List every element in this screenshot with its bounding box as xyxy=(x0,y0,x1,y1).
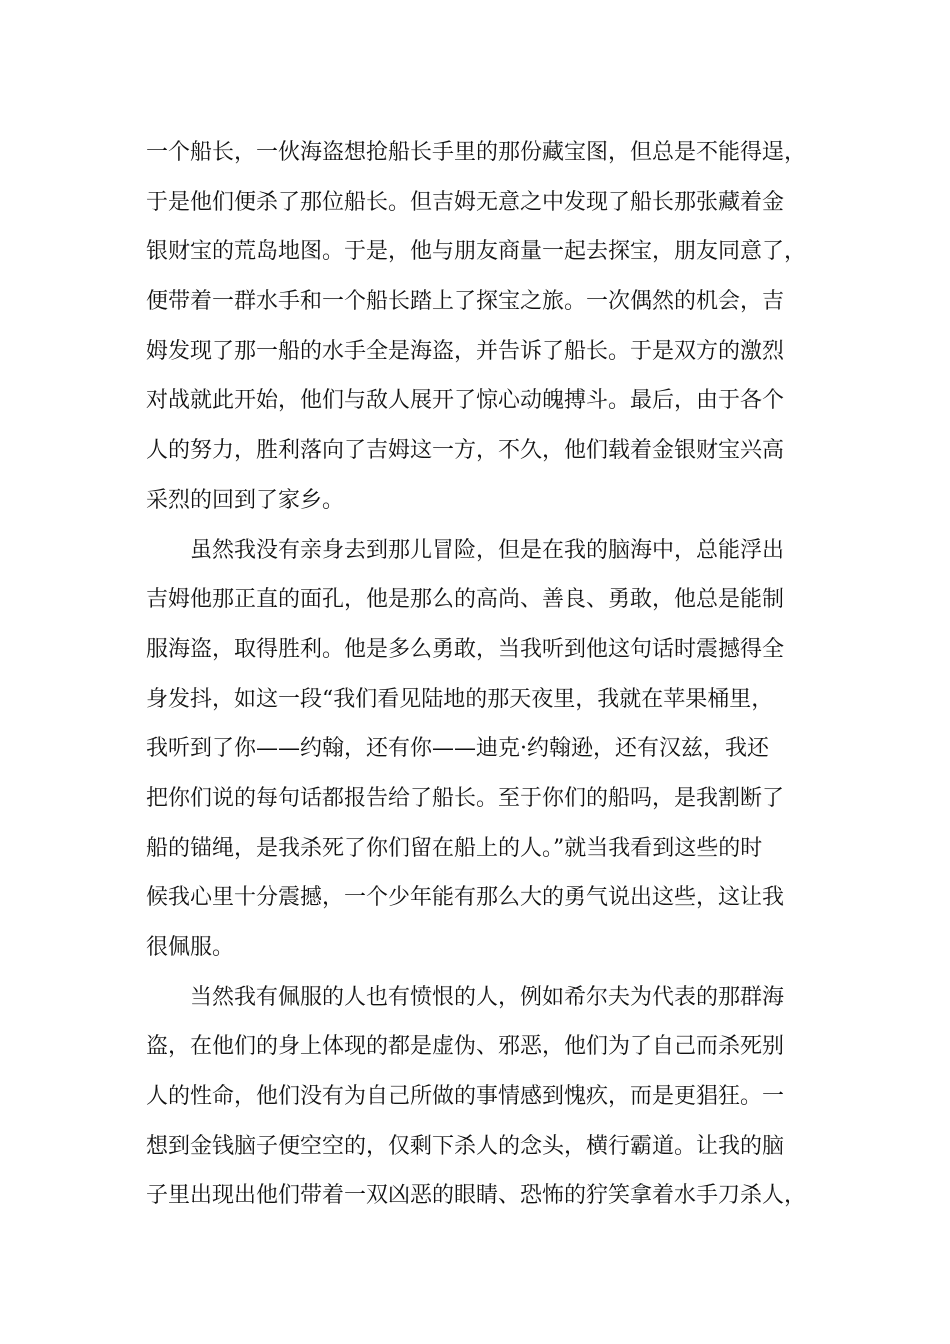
text-line: 吉姆他那正直的面孔，他是那么的高尚、善良、勇敢，他总是能制 xyxy=(146,587,785,613)
text-line: 对战就此开始，他们与敌人展开了惊心动魄搏斗。最后，由于各个 xyxy=(146,388,785,414)
paragraph-2 xyxy=(146,526,826,973)
text-line: 把你们说的每句话都报告给了船长。至于你们的船吗，是我割断了 xyxy=(146,785,785,811)
text-line: 身发抖，如这一段“我们看见陆地的那天夜里，我就在苹果桶里， xyxy=(146,686,774,712)
paragraph-1 xyxy=(146,128,826,526)
text-line: 一个船长，一伙海盗想抢船长手里的那份藏宝图，但总是不能得逞， xyxy=(146,140,807,165)
text-line: 子里出现出他们带着一双凶恶的眼睛、恐怖的狞笑拿着水手刀杀人， xyxy=(146,1183,807,1209)
paragraph-3 xyxy=(146,973,826,1221)
body-text xyxy=(146,128,826,1221)
text-line: 于是他们便杀了那位船长。但吉姆无意之中发现了船长那张藏着金 xyxy=(146,189,785,215)
text-line: 人的努力，胜利落向了吉姆这一方，不久，他们载着金银财宝兴高 xyxy=(146,438,785,464)
text-line: 银财宝的荒岛地图。于是，他与朋友商量一起去探宝，朋友同意了， xyxy=(146,239,807,265)
text-line: 候我心里十分震撼，一个少年能有那么大的勇气说出这些，这让我 xyxy=(146,885,785,911)
text-line: 想到金钱脑子便空空的，仅剩下杀人的念头，横行霸道。让我的脑 xyxy=(146,1133,785,1159)
text-line: 很佩服。 xyxy=(146,935,235,960)
text-line: 我听到了你——约翰，还有你——迪克·约翰逊，还有汉兹，我还 xyxy=(146,736,769,762)
text-line: 船的锚绳，是我杀死了你们留在船上的人。”就当我看到这些的时 xyxy=(146,835,763,861)
text-line: 采烈的回到了家乡。 xyxy=(146,487,345,513)
text-line: 盗，在他们的身上体现的都是虚伪、邪恶，他们为了自己而杀死别 xyxy=(146,1034,785,1060)
text-line: 当然我有佩服的人也有愤恨的人，例如希尔夫为代表的那群海 xyxy=(190,984,785,1010)
text-line: 服海盗，取得胜利。他是多么勇敢，当我听到他这句话时震撼得全 xyxy=(146,636,785,662)
text-line: 人的性命，他们没有为自己所做的事情感到愧疚，而是更猖狂。一 xyxy=(146,1084,785,1110)
text-line: 姆发现了那一船的水手全是海盗，并告诉了船长。于是双方的激烈 xyxy=(146,338,785,364)
text-line: 便带着一群水手和一个船长踏上了探宝之旅。一次偶然的机会，吉 xyxy=(146,289,785,315)
text-line: 虽然我没有亲身去到那儿冒险，但是在我的脑海中，总能浮出 xyxy=(190,537,785,563)
